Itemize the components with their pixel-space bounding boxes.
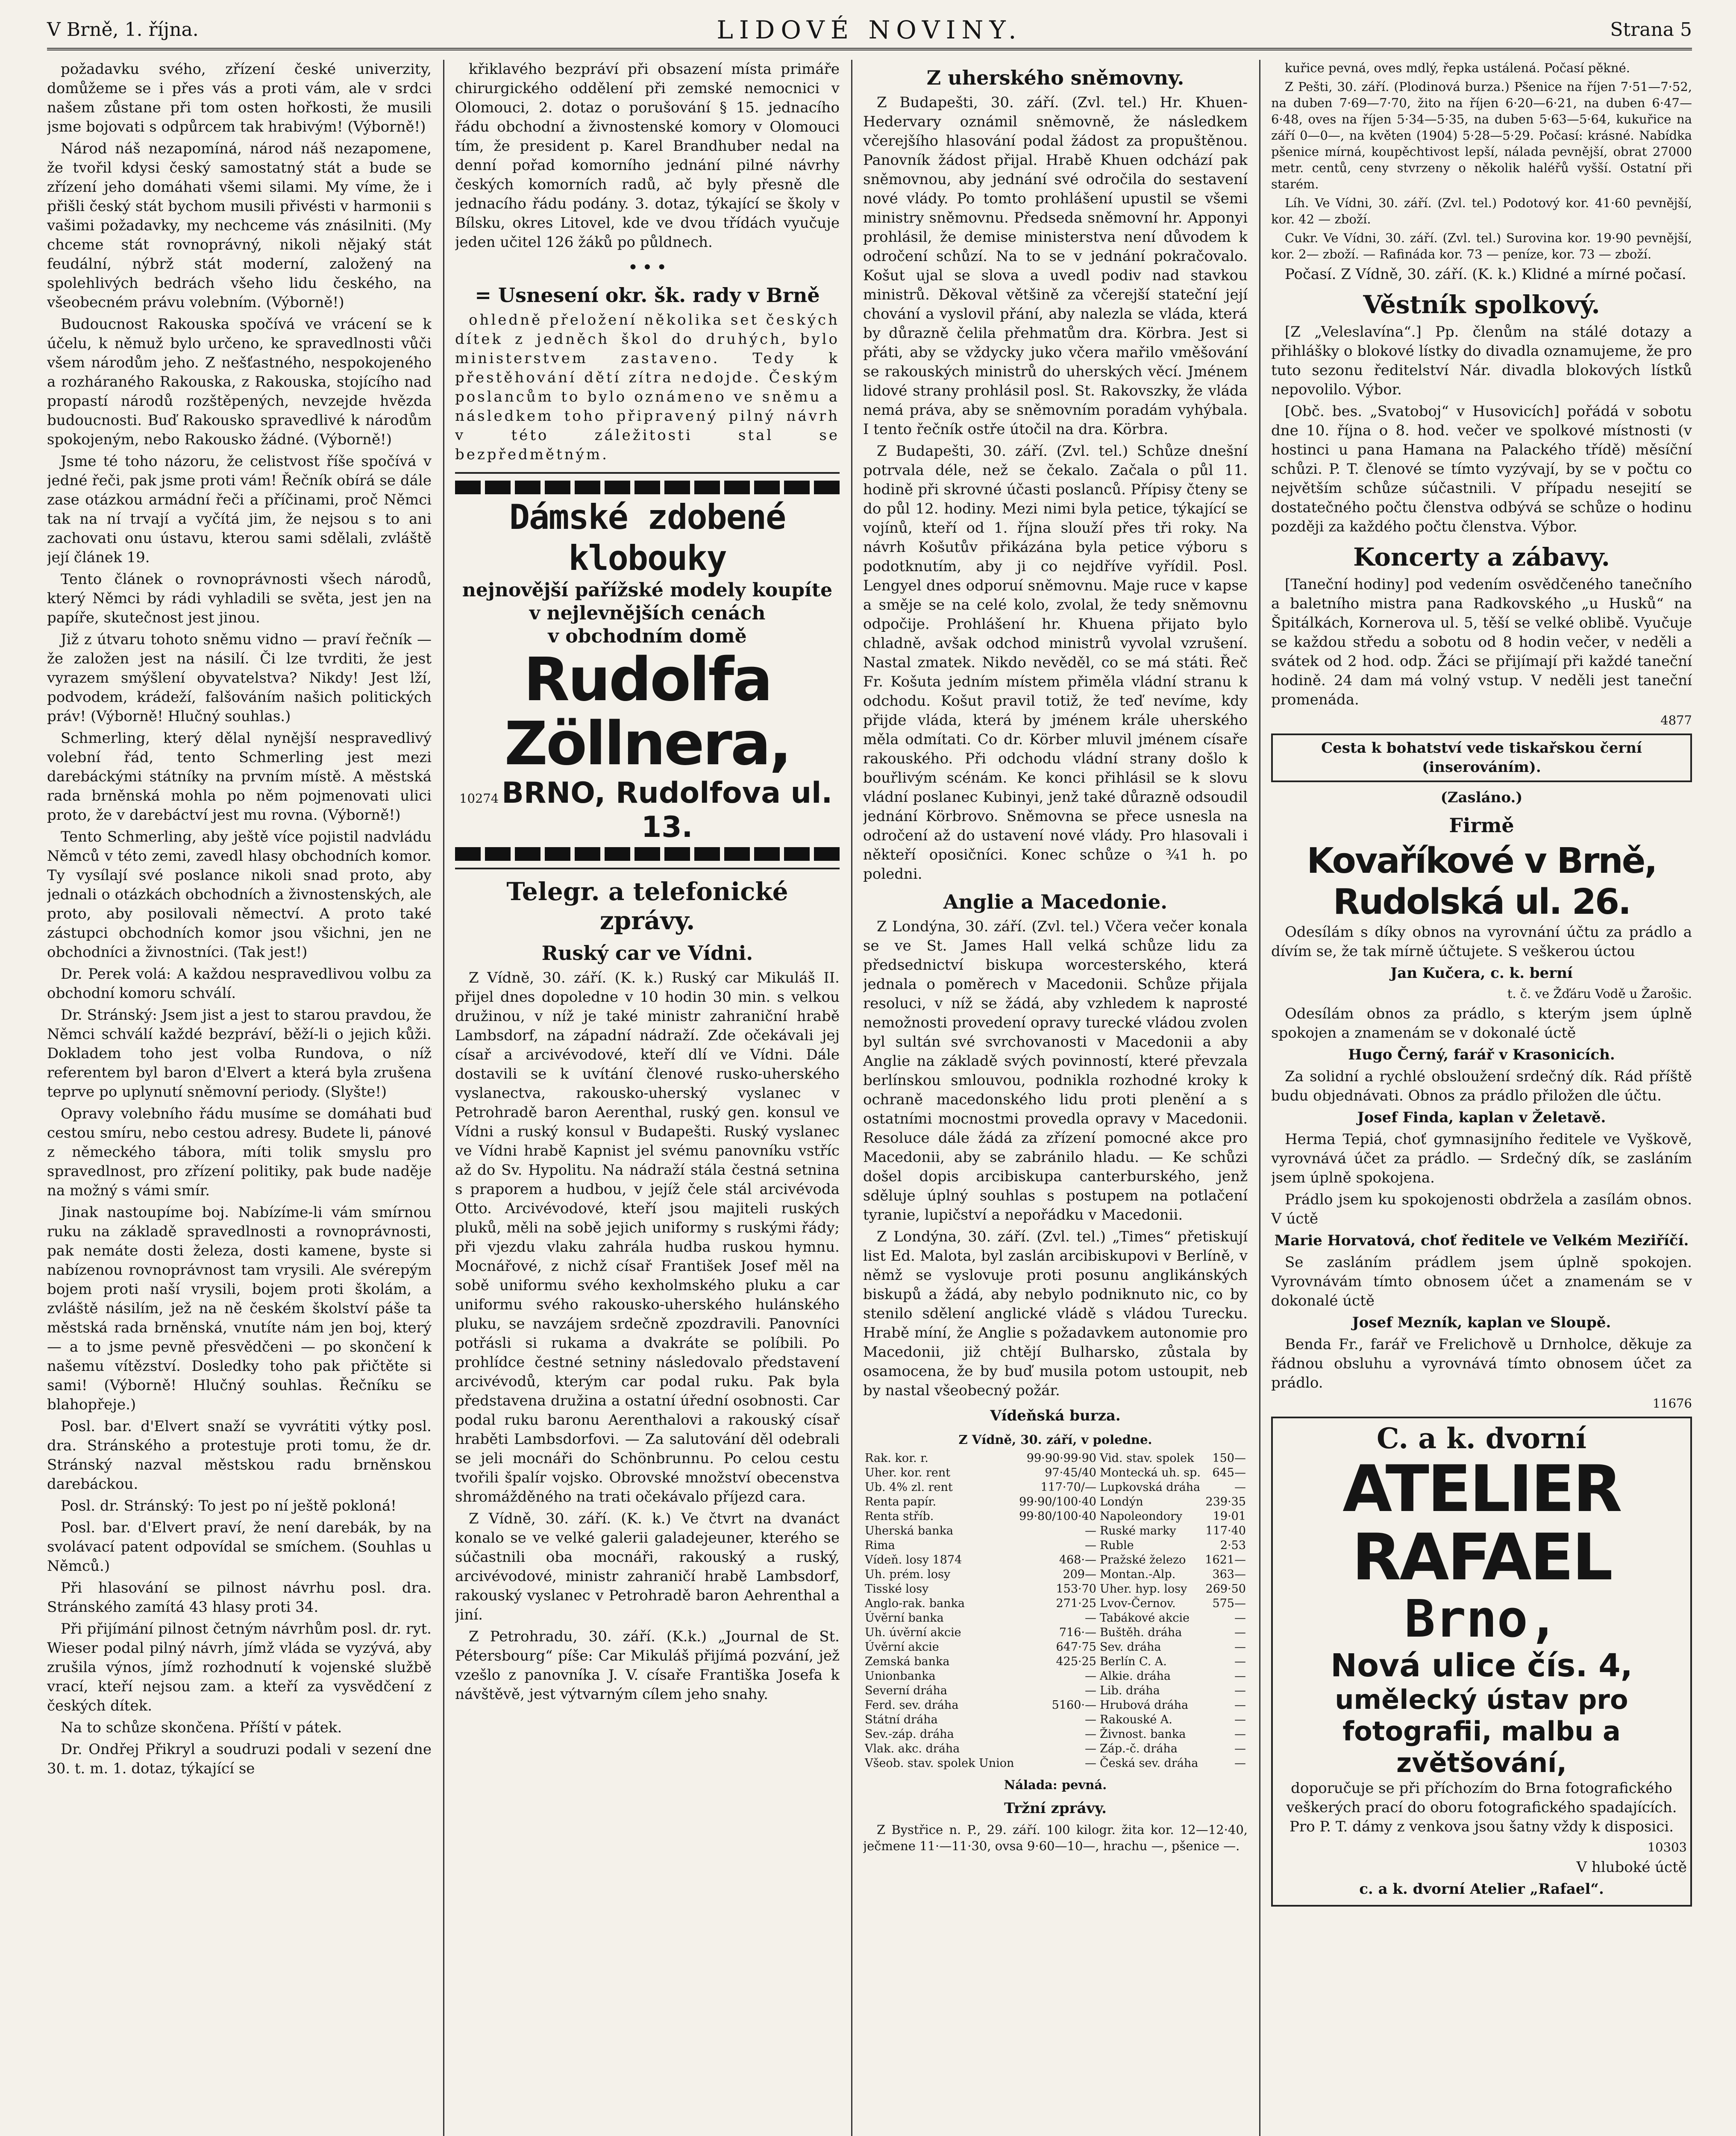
stock-value: — bbox=[1084, 1757, 1096, 1770]
stock-row bbox=[863, 1669, 1248, 1684]
stock-name: Státní dráha bbox=[865, 1713, 938, 1726]
stock-name: Záp.-č. dráha bbox=[1099, 1742, 1178, 1755]
stock-row bbox=[863, 1698, 1248, 1713]
ad-address: BRNO, Rudolfova ul. 13. bbox=[502, 776, 833, 844]
paragraph: Při přijímání pilnost četným návrhům posl. dr. ryt. Wieser podal pilný návrh, jímž vláda se vyzývá, aby zrušila výnos, jímž rozhodnutí k vojenské službě vrací, kteří nejsou zam. a kteří za vysvědčení z českých dítek. bbox=[47, 1620, 432, 1714]
stock-name: Montan.-Alp. bbox=[1099, 1568, 1176, 1581]
stock-value: — bbox=[1234, 1669, 1246, 1683]
stock-value: 647·75 bbox=[1056, 1640, 1096, 1654]
stock-value: — bbox=[1234, 1728, 1246, 1741]
stock-name: Zemská banka bbox=[865, 1655, 950, 1668]
ad-text: nejnovější pařížské modely koupíte v nejlevnějších cenách bbox=[462, 579, 833, 624]
paragraph: Při hlasování se pilnost návrhu posl. dra. Stránského zamítá 43 hlasy proti 34. bbox=[47, 1579, 432, 1616]
separator-stars: • • • bbox=[628, 259, 667, 276]
stock-name: Lvov-Černov. bbox=[1099, 1597, 1176, 1610]
ad-text: v obchodním domě bbox=[548, 625, 747, 647]
paragraph: Jsme té toho názoru, že celistvost říše spočívá v jedné řeči, pak jsme proti vám! Řečník obírá se dále zase otázkou armádní řeči a příčinami, proč Němci tak na ní trvají a vyčítá jim, že nejsou s to ani zachovati onu ústavu, kterou sami sdělali, zvláště její článek 19. bbox=[47, 453, 432, 566]
stock-value: 575— bbox=[1212, 1597, 1246, 1610]
article-heading: Z uherského sněmovny. bbox=[926, 66, 1184, 89]
stock-value: — bbox=[1234, 1611, 1246, 1625]
stock-value: 117·40 bbox=[1205, 1524, 1246, 1537]
paragraph: Z Londýna, 30. září. (Zvl. tel.) Včera večer konala se ve St. James Hall velká schůze lidu za předsednictví biskupa worcesterského, která jednala o poměrech v Macedonii. Schůze přijala resoluci, v níž se žádá, aby vzhledem k naprosté nemožnosti provedení opravy turecké vládou zvolen byl sultán své svrchovanosti v Macedonii a aby Anglie na základě svých povinností, které převzala berlínskou smlouvou, podnikla rozhodné kroky k ochraně macedonského lidu proti plenění a s ostatními mocnostmi provedla opravy v Macedonii. Resoluce dále žádá za zřízení pomocné akce pro Macedonii, aby se zabránilo hladu. — Ke schůzi došel dopis arcibiskupa canterburského, jenž sděluje úplný souhlas s postupem na potlačení tyranie, lupičství a nepořádku v Macedonii. bbox=[863, 918, 1248, 1224]
paragraph: Národ náš nezapomíná, národ náš nezapomene, že tvořil kdysi český samostatný stát a bude se zřízení jeho domáhati všemi silami. My víme, že i přišli český stát bychom musili přivésti v harmonii s vašimi požadavky, my nechceme vás znásilniti. (My chceme stát rovnoprávný, nikoli nějaký stát feudální, nýbrž stát moderní, založený na spolehlivých bedrách všeho lidu českého, na všeobecném právu volebním. (Výborně!) bbox=[47, 140, 432, 311]
stock-name: Napoleondory bbox=[1099, 1510, 1183, 1523]
stock-name: Uher. hyp. losy bbox=[1099, 1582, 1187, 1596]
stock-row bbox=[863, 1611, 1248, 1625]
page-number: Strana 5 bbox=[1610, 19, 1692, 41]
paragraph: Tento Schmerling, aby ještě více pojistil nadvládu Němců v této zemi, zavedl hlasy obchodních komor. Ty vysílají své poslance nikoli snad proto, aby jednali o otázkách obchodních a živnostenských, ale proto, aby posilovali němectví. A proto také zástupci obchodních komor jsou všichni, jen ne obchodníci a živnostníci. (Tak jest!) bbox=[47, 828, 432, 961]
paragraph: Posl. bar. d'Elvert snaží se vyvrátiti výtky posl. dra. Stránského a protestuje proti tomu, že dr. Stránský nazval městskou radu brněnskou darebáckou. bbox=[47, 1418, 432, 1493]
stock-value: — bbox=[1234, 1626, 1246, 1639]
testimonials-list bbox=[1271, 923, 1692, 1411]
column-3 bbox=[863, 60, 1248, 2136]
stock-row bbox=[863, 1451, 1248, 1466]
paragraph: Posl. bar. d'Elvert praví, že není darebák, by na svolávací patent odpovídal se smíchem. (Souhlas u Němců.) bbox=[47, 1519, 432, 1575]
ad-text: doporučuje se při příchozím do Brna fotografického veškerých prací do oboru fotografického spadajících. Pro P. T. dámy z venkova jsou šatny vždy k disposici. bbox=[1286, 1780, 1677, 1835]
column-2 bbox=[455, 60, 840, 2136]
stock-row bbox=[863, 1596, 1248, 1611]
stock-value: 363— bbox=[1212, 1568, 1246, 1581]
testimonial-text: Odesílám obnos za prádlo, s kterým jsem úplně spokojen a znamenám se v dokonalé úctě bbox=[1271, 1005, 1692, 1042]
stock-value: 269·50 bbox=[1205, 1582, 1246, 1596]
ad-number: 10303 bbox=[1647, 1840, 1687, 1854]
testimonial-text: Herma Tepiá, choť gymnasijního ředitele ve Vyškově, vyrovnává účet za prádlo. — Srdečný dík, se zasláním jsem úplně spokojena. bbox=[1271, 1131, 1692, 1186]
stock-value: — bbox=[1084, 1684, 1096, 1697]
stock-row bbox=[863, 1655, 1248, 1669]
testimonial bbox=[1271, 1130, 1692, 1188]
ad-closing: V hluboké úctě bbox=[1576, 1859, 1687, 1876]
testimonial bbox=[1271, 1190, 1692, 1250]
stock-row bbox=[863, 1742, 1248, 1756]
paragraph: [Z „Veleslavína“.] Pp. členům na stálé dotazy a přihlášky o blokové lístky do divadla oznamujeme, že pro tuto sezonu ředitelství Nár. divadla blokových lístků nepovolilo. Výbor. bbox=[1271, 323, 1692, 398]
stock-name: Úvěrní banka bbox=[865, 1611, 944, 1625]
stock-value: — bbox=[1234, 1684, 1246, 1697]
stock-name: Vídeň. losy 1874 bbox=[865, 1553, 962, 1567]
stock-name: Uh. prém. losy bbox=[865, 1568, 951, 1581]
ad-services: umělecký ústav pro fotografii, malbu a zvětšování, bbox=[1335, 1684, 1628, 1778]
ad-signature: c. a k. dvorní Atelier „Rafael“. bbox=[1359, 1881, 1604, 1898]
testimonial bbox=[1271, 1335, 1692, 1411]
newspaper-title: LIDOVÉ NOVINY. bbox=[717, 15, 1022, 44]
stock-value: 150— bbox=[1212, 1452, 1246, 1465]
column-rule bbox=[851, 60, 852, 2136]
ad-title: Dámské zdobené klobouky bbox=[509, 497, 786, 578]
ad-company: Rudolfa Zöllnera, bbox=[504, 645, 790, 779]
stock-value: — bbox=[1084, 1669, 1096, 1683]
stock-name: Londýn bbox=[1099, 1495, 1143, 1508]
paragraph: Z Vídně, 30. září. (K. k.) Ruský car Mikuláš II. přijel dnes dopoledne v 10 hodin 30 min. s velkou družinou, v níž je také ministr zahraniční hrabě Lambsdorf, na západní nádraží. Zde očekávali jej císař a arcivévodové, kteří dlí ve Vídni. Dále dostavili se k uvítání členové rusko-uherského vyslanectva, rakousko-uherský vyslanec v Petrohradě baron Aerenthal, ruský gen. konsul ve Vídni a ruský konsul v Budapešti. Ruský vyslanec ve Vídni hrabě Kapnist jel svému panovníku vstříc až do Sv. Hypolitu. Na nádraží stála čestná setnina s praporem a hudbou, v jejíž čele stál arcivévoda Otto. Arcivévodové, kteří jsou majiteli ruských pluků, měli na sobě jejich uniformy s ruskými řády; při vjezdu vlaku zahrála hudba ruskou hymnu. Mocnářové, z nichž císař František Josef měl na sobě uniformu svého kexholmského pluku a car uniformu svého rakousko-uherského hulánského pluku, se navzájem srdečně zpozdravili. Panovníci potřásli si rukama a dvakráte se políbili. Po prohlídce čestné setniny následovalo představení arcivévodů, kterým car podal ruku. Pak byla představena družina a ostatní úřední osobnosti. Car podal ruku baronu Aerenthalovi a rakouský císař hraběti Lambsdorfovi. — Za salutování děl odebrali se jeli mocnáři do Schönbrunnu. Po celou cestu tvořili špalír vojsko. Obrovské množství obecenstva shromážděného na trati očekávalo příjezd cara. bbox=[455, 969, 840, 1505]
testimonial-signature: Marie Horvatová, choť ředitele ve Velkém Meziříčí. bbox=[1274, 1232, 1689, 1249]
stock-name: Úvěrní akcie bbox=[865, 1640, 939, 1654]
paragraph: Dr. Stránský: Jsem jist a jest to starou pravdou, že Němci schválí každé bezpráví, běží-li o jejich kůži. Dokladem toho jest volba Rundova, o níž referentem byl baron d'Elvert a která byla zrušena teprve po uplynutí sněmovní periody. (Slyšte!) bbox=[47, 1006, 432, 1100]
article-heading: Vídeňská burza. bbox=[990, 1407, 1121, 1424]
stock-name: Vid. stav. spolek bbox=[1099, 1452, 1194, 1465]
stock-row bbox=[863, 1684, 1248, 1698]
stock-value: — bbox=[1084, 1728, 1096, 1741]
stock-name: Ferd. sev. dráha bbox=[865, 1699, 959, 1712]
page-header bbox=[47, 9, 1692, 50]
stock-name: Pražské železo bbox=[1099, 1553, 1186, 1567]
stock-value: 2·53 bbox=[1220, 1539, 1246, 1552]
stock-name: Berlín C. A. bbox=[1099, 1655, 1167, 1668]
stock-row bbox=[863, 1727, 1248, 1742]
paragraph: Na to schůze skončena. Příští v pátek. bbox=[61, 1719, 342, 1736]
stock-name: Ub. 4% zl. rent bbox=[865, 1481, 953, 1494]
testimonial-signature: Josef Mezník, kaplan ve Sloupě. bbox=[1352, 1314, 1611, 1331]
stock-value: — bbox=[1234, 1699, 1246, 1712]
stock-value: 5160·— bbox=[1052, 1699, 1096, 1712]
stock-value: — bbox=[1234, 1757, 1246, 1770]
paragraph: [Obč. bes. „Svatoboj“ v Husovicích] pořádá v sobotu dne 10. října o 8. hod. večer ve spolkové místnosti (v hostinci u pana Hamana na Palackého třídě) měsíční schůzi. P. T. členové se tímto vyzývají, by se v počtu co největším schůze súčastnili. V případu nesejití se dostatečného počtu členstva odbývá se schůze o hodinu později za každého počtu členstva. Výbor. bbox=[1271, 403, 1692, 535]
stock-name: Unionbanka bbox=[865, 1669, 936, 1683]
stock-name: Uherská banka bbox=[865, 1524, 954, 1537]
hat-advertisement bbox=[455, 472, 840, 869]
stock-row bbox=[863, 1582, 1248, 1596]
paragraph: Posl. dr. Stránský: To jest po ní ještě pokloná! bbox=[61, 1497, 397, 1514]
stock-name: Rak. kor. r. bbox=[865, 1452, 928, 1465]
paragraph: Z Vídně, 30. září. (K. k.) Ve čtvrt na dvanáct konalo se ve velké galerii galadejeuner, kterého se súčastnili oba mocnáři, rakouský a ruský, arcivévodové, ministr zahraničí hrabě Lambsdorf, rakouský vyslanec v Petrohradě baron Aehrenthal a jiní. bbox=[455, 1510, 840, 1623]
stock-row bbox=[863, 1553, 1248, 1567]
ad-company: ATELIER RAFAEL bbox=[1342, 1452, 1621, 1595]
ad-number: 10274 bbox=[459, 791, 499, 806]
paragraph: Dr. Ondřej Přikryl a soudruzi podali v sezení dne 30. t. m. 1. dotaz, týkající se bbox=[47, 1741, 432, 1777]
testimonial-text: Odesílám s díky obnos na vyrovnání účtu za prádlo a dívím se, že tak mírně účtujete. S veškerou úctou bbox=[1271, 924, 1692, 960]
stock-value: 19·01 bbox=[1213, 1510, 1246, 1523]
testimonial bbox=[1271, 1253, 1692, 1332]
paragraph: Z Londýna, 30. září. (Zvl. tel.) „Times“ přetiskují list Ed. Malota, byl zaslán arcibiskupovi v Berlíně, v němž se vyslovuje proti posunu anglikánských biskupů a žádá, aby nebylo podniknuto nic, co by stenilo sdělení anglické vládě s vládou Turecku. Hrabě míní, že Anglie s požadavkem autonomie pro Macedonii, již chtějí Bulharsko, zůstala by osamocena, že by buď musila potom ustoupit, neb by nastal všeobecný požár. bbox=[863, 1228, 1248, 1399]
testimonial-text: Benda Fr., farář ve Frelichově u Drnholce, děkuje za řádnou obsluhu a vyrovnává tímto obnosem účet za prádlo. bbox=[1271, 1336, 1692, 1391]
testimonial-place: t. č. ve Žďáru Vodě u Žarošic. bbox=[1507, 986, 1692, 1001]
stock-value: — bbox=[1234, 1713, 1246, 1726]
ad-address: Nová ulice čís. 4, bbox=[1331, 1647, 1633, 1684]
stock-value: 716·— bbox=[1059, 1626, 1096, 1639]
market-mood: Nálada: pevná. bbox=[1004, 1778, 1107, 1792]
stock-row bbox=[863, 1495, 1248, 1509]
stock-name: Hrubová dráha bbox=[1099, 1699, 1189, 1712]
firm-name: Kovaříkové v Brně, Rudolská ul. 26. bbox=[1307, 841, 1657, 922]
stock-row bbox=[863, 1713, 1248, 1727]
article-heading: Anglie a Macedonie. bbox=[943, 890, 1168, 913]
stock-value: — bbox=[1234, 1742, 1246, 1755]
article-heading: Tržní zprávy. bbox=[1004, 1800, 1107, 1817]
stock-value: — bbox=[1084, 1742, 1096, 1755]
section-heading: Telegr. a telefonické zprávy. bbox=[506, 877, 788, 935]
paragraph: Z Budapešti, 30. září. (Zvl. tel.) Hr. Khuen-Hedervary oznámil sněmovně, že následkem včerejšího hlasování podal žádost za propuštěnou. Panovník žádost přijal. Hrabě Khuen odchází pak sněmovnou, aby jednání své odročila do sestavení nové vlády. Po tomto prohlášení upustil se všemi ministry sněmovnu. Předseda sněmovní hr. Apponyi prohlásil, že demise ministerstva není důvodem k odročení schůzí. Na to se v jednání pokračovalo. Košut ujal se slova a uvedl podiv nad stavkou ministrů. Děkoval většině za včerejší stateční její chování a vyslovil přání, aby nalezla se vláda, která by důrazně čelila přehmatům dra. Körbra. Jest si přáti, aby se vždycky juko včera mařilo vměšování se rakouských ministrů do uherských věcí. Jménem lidové strany prohlásil posl. St. Rakovszky, že vláda nemá práva, aby se sněmovním poradám vyhýbala. I tento řečník ostře útočil na dra. Körbra. bbox=[863, 94, 1248, 438]
stock-row bbox=[863, 1538, 1248, 1553]
stock-name: Renta papír. bbox=[865, 1495, 937, 1508]
stock-name: Renta stříb. bbox=[865, 1510, 934, 1523]
article-heading: = Usnesení okr. šk. rady v Brně bbox=[475, 284, 820, 307]
paragraph: Budoucnost Rakouska spočívá ve vrácení se k účelu, k němuž bylo určeno, ke spravedlnosti vůči všem národům jeho. Z nešťastného, nespokojeného a rozháraného Rakouska, z Rakouska, stojícího nad propastí národů rozštěpených, nevzejde hvězda budoucnosti. Buď Rakousko spravedlivé k národům spokojeným, nebo Rakousko žádné. (Výborně!) bbox=[47, 316, 432, 448]
stock-value: — bbox=[1234, 1481, 1246, 1494]
paragraph: Líh. Ve Vídni, 30. září. (Zvl. tel.) Podotový kor. 41·60 pevnější, kor. 42 — zboží. bbox=[1271, 196, 1692, 226]
stock-name: Uher. kor. rent bbox=[865, 1466, 951, 1479]
insertion-slogan: Cesta k bohatství vede tiskařskou černí (inserováním). bbox=[1321, 739, 1642, 776]
stock-name: Lupkovská dráha bbox=[1099, 1481, 1201, 1494]
header-date: V Brně, 1. října. bbox=[47, 19, 199, 41]
stock-value: 117·70/— bbox=[1040, 1481, 1096, 1494]
stock-name: Rima bbox=[865, 1539, 895, 1552]
stock-value: 468·— bbox=[1059, 1553, 1096, 1567]
ad-number: 4877 bbox=[1660, 713, 1692, 728]
testimonial-signature: Josef Finda, kaplan v Želetavě. bbox=[1357, 1109, 1606, 1126]
stock-name: Živnost. banka bbox=[1099, 1728, 1186, 1741]
stock-name: Montecká uh. sp. bbox=[1099, 1466, 1201, 1479]
paragraph: Cukr. Ve Vídni, 30. září. (Zvl. tel.) Surovina kor. 19·90 pevnější, kor. 2— zboží. — Rafináda kor. 73 — peníze, kor. 73 — zboží. bbox=[1271, 231, 1692, 261]
stock-name: Alkie. dráha bbox=[1099, 1669, 1171, 1683]
stock-name: Sev. dráha bbox=[1099, 1640, 1161, 1654]
paragraph: kuřice pevná, oves mdlý, řepka ustálená. Počasí pěkné. bbox=[1285, 61, 1630, 75]
stock-row bbox=[863, 1640, 1248, 1655]
ad-city: Brno, bbox=[1404, 1590, 1559, 1649]
ad-title: C. a k. dvorní bbox=[1376, 1422, 1587, 1455]
paragraph: Z Budapešti, 30. září. (Zvl. tel.) Schůze dnešní potrvala déle, než se čekalo. Začala o půl 11. hodině při skrovné účasti poslanců. Přípisy čteny se do půl 12. hodiny. Mezi nimi byla petice, týkající se vojínů, kteří od 1. října slouží přes tři roky. Na návrh Košutův přikázána byla petice výboru s podotknutím, aby ji co nejdříve vyřídil. Posl. Lengyel dnes odporuí sněmovnu. Maje ruce v kapse a směje se na celé kolo, zvolal, že tedy sněmovnu odpočije. Prohlášení hr. Khuena přijato bylo chladně, avšak odchod ministrů vyvolal vzrušení. Nastal zmatek. Nikdo nevěděl, co se má státi. Řeč Fr. Košuta jedním místem přiměla vládní stranu k odchodu. Košut pravil totiž, že teď nevíme, kdy přijde vláda, která by jménem krále uherského měla odmítati. Co dr. Körber mluvil jménem císaře rakouského. Při odchodu vládní strany došlo k bouřlivým scénám. Ke konci přihlásil se k slovu vládní poslanec Kubinyi, jenž také důrazně odsoudil jednání Körbrovo. Sněmovna se přece usnesla na odročení až do ustavení nové vlády. Pro hlasovali i někteří oposičníci. Konec schůze o ¾1 h. po poledni. bbox=[863, 443, 1248, 883]
stock-row bbox=[863, 1625, 1248, 1640]
paragraph: Schmerling, který dělal nynější nespravedlivý volební řád, tento Schmerling jest mezi darebáckými státníky na prvním místě. A městská rada brněnská mohla po něm pojmenovati ulici proto, že v darebáctví jest mu rovna. (Výborně!) bbox=[47, 730, 432, 824]
stock-name: Rakouské A. bbox=[1099, 1713, 1172, 1726]
stock-value: 1621— bbox=[1205, 1553, 1246, 1567]
article-heading: Ruský car ve Vídni. bbox=[541, 942, 753, 965]
stock-table bbox=[863, 1451, 1248, 1771]
stock-row bbox=[863, 1524, 1248, 1538]
atelier-advertisement bbox=[1271, 1417, 1692, 1907]
paragraph: Z Bystřice n. P., 29. září. 100 kilogr. žita kor. 12—12·40, ječmene 11·—11·30, ovsa 9·60—10—, hrachu —, pšenice —. bbox=[863, 1822, 1248, 1853]
firm-label: Firmě bbox=[1449, 814, 1514, 837]
testimonial bbox=[1271, 923, 1692, 1002]
column-4 bbox=[1271, 60, 1692, 2136]
insertion-box bbox=[1271, 734, 1692, 782]
paragraph: křiklavého bezpráví při obsazení místa primáře chirurgického oddělení při zemské nemocnici v Olomouci, 2. dotaz o porušování § 15. jednacího řádu obchodní a živnostenské komory v Olomouci tím, že president p. Karel Brandhuber nedal na denní pořad komorního jednání pilné návrhy českých komorních radů, ač byly přesně dle jednacího řádu podány. 3. dotaz, týkající se školy v Bílsku, okres Litovel, kde ve dvou třídách vyučuje jeden učitel 126 žáků po půldnech. bbox=[455, 61, 840, 251]
testimonial-signature: Hugo Černý, farář v Krasonicích. bbox=[1348, 1046, 1615, 1063]
stock-name: Severní dráha bbox=[865, 1684, 947, 1697]
section-heading: Koncerty a zábavy. bbox=[1353, 543, 1610, 572]
stock-row bbox=[863, 1480, 1248, 1495]
stock-name: Česká sev. dráha bbox=[1099, 1757, 1198, 1770]
stock-row bbox=[863, 1509, 1248, 1524]
testimonial-signature: Jan Kučera, c. k. berní bbox=[1390, 965, 1573, 982]
stock-name: Vlak. akc. dráha bbox=[865, 1742, 960, 1755]
stock-value: 99·90/100·40 bbox=[1019, 1495, 1096, 1508]
ad-border-ornament bbox=[455, 847, 840, 861]
column-rule bbox=[443, 60, 444, 2136]
stock-value: — bbox=[1084, 1713, 1096, 1726]
column-rule bbox=[1259, 60, 1260, 2136]
weather: Počasí. Z Vídně, 30. září. (K. k.) Klidné a mírné počasí. bbox=[1285, 266, 1686, 283]
dateline: Z Vídně, 30. září, v poledne. bbox=[958, 1432, 1152, 1447]
stock-name: Ruble bbox=[1099, 1539, 1134, 1552]
stock-row bbox=[863, 1567, 1248, 1582]
testimonial-text: Se zasláním prádlem jsem úplně spokojen. Vyrovnávám tímto obnosem účet a znamenám se v dokonalé úctě bbox=[1271, 1254, 1692, 1309]
zaslano-label: (Zasláno.) bbox=[1440, 789, 1523, 806]
stock-value: 99·90·99·90 bbox=[1026, 1452, 1096, 1465]
paragraph: Z Petrohradu, 30. září. (K.k.) „Journal de St. Pétersbourg“ píše: Car Mikuláš přijímá pozvání, jež vzešlo z panovníka J. V. císaře Františka Josefa k návštěvě, jest výtvarným cílem jeho snahy. bbox=[455, 1628, 840, 1703]
stock-value: — bbox=[1234, 1655, 1246, 1668]
paragraph: Tento článek o rovnoprávnosti všech národů, který Němci by rádi vyhladili se světa, jest jen na papíře, skutečnost jest jinou. bbox=[47, 571, 432, 626]
stock-value: 153·70 bbox=[1056, 1582, 1096, 1596]
testimonial-place: 11676 bbox=[1652, 1396, 1692, 1411]
stock-value: 97·45/40 bbox=[1045, 1466, 1096, 1479]
stock-name: Tisské losy bbox=[865, 1582, 929, 1596]
testimonial-text: Prádlo jsem ku spokojenosti obdržela a zasílám obnos. V úctě bbox=[1271, 1191, 1692, 1227]
column-1 bbox=[47, 60, 432, 2136]
paragraph: Jinak nastoupíme boj. Nabízíme-li vám smírnou ruku na základě spravedlnosti a rovnoprávnosti, pak nemáte dosti železa, dosti kamene, byste si nabízenou rovnoprávnost tam vrysili. Ale svérepým bojem proti naší vrysili, bojem proti školám, a zvláště násilím, jež na ně českém školství páše ta městská rada brněnská, vnutíte nám jen boj, který — a to jsme pevně přesvědčeni — po skončení k našemu vítězství. Dosledky toho pak přičtěte si sami! (Výborně! Hlučný souhlas. Řečníku se blahopřeje.) bbox=[47, 1204, 432, 1413]
paragraph: [Taneční hodiny] pod vedením osvědčeného tanečního a baletního mistra pana Radkovského „u Husků“ na Špitálkách, Kornerova ul. 5, těší se velké oblibě. Vyučuje se každou středu a sobotu od 8 hodin večer, v neděli a svátek od 2 hod. odp. Žáci se přijímají při každé taneční hodině. 24 dam má volný vstup. V neděli jest taneční promenáda. bbox=[1271, 576, 1692, 708]
stock-name: Anglo-rak. banka bbox=[865, 1597, 965, 1610]
stock-row bbox=[863, 1756, 1248, 1771]
stock-value: — bbox=[1084, 1611, 1096, 1625]
stock-value: — bbox=[1234, 1640, 1246, 1654]
paragraph: požadavku svého, zřízení české univerzity, domůžeme se i přes vás a proti vám, ale v srdci našem zůstane při tom osten hořkosti, že musili jsme bojovati s odpůrcem tak hrabivým! (Výborně!) bbox=[47, 61, 432, 135]
paragraph: ohledně přeložení několika set českých dítek z jedněch škol do druhých, bylo ministerstvem zastaveno. Tedy k přestěhování dětí zítra nedojde. Českým poslancům to bylo oznámeno ve sněmu a následkem toho připravený pilný návrh v této záležitosti stal se bezpředmětným. bbox=[455, 311, 840, 463]
stock-name: Tabákové akcie bbox=[1099, 1611, 1190, 1625]
stock-value: 99·80/100·40 bbox=[1019, 1510, 1096, 1523]
stock-row bbox=[863, 1466, 1248, 1480]
stock-name: Ruské marky bbox=[1099, 1524, 1176, 1537]
paragraph: Z Pešti, 30. září. (Plodinová burza.) Pšenice na říjen 7·51—7·52, na duben 7·69—7·70, žito na říjen 6·20—6·21, na duben 6·47—6·48, oves na říjen 5·34—5·35, na duben 5·63—5·64, kukuřice na září 0—0—, na květen (1904) 5·28—5·29. Počasí: krásné. Nabídka pšenice mírná, koupěchtivost lepší, nálada pevnější, obrat 27000 metr. centů, ceny stvrzeny o několik haléřů vyšší. Ostatní při starém. bbox=[1271, 79, 1692, 191]
testimonial-text: Za solidní a rychlé obsloužení srdečný dík. Rád příště budu objednávati. Obnos za prádlo přiložen dle účtu. bbox=[1271, 1068, 1692, 1104]
stock-value: 425·25 bbox=[1056, 1655, 1096, 1668]
stock-value: 239·35 bbox=[1205, 1495, 1246, 1508]
stock-value: — bbox=[1084, 1524, 1096, 1537]
section-heading: Věstník spolkový. bbox=[1363, 290, 1600, 319]
stock-name: Buštěh. dráha bbox=[1099, 1626, 1182, 1639]
stock-name: Uh. úvěrní akcie bbox=[865, 1626, 961, 1639]
stock-name: Sev.-záp. dráha bbox=[865, 1728, 954, 1741]
testimonial bbox=[1271, 1067, 1692, 1127]
stock-value: 209— bbox=[1063, 1568, 1096, 1581]
ad-border-ornament bbox=[455, 481, 840, 494]
stock-name: Všeob. stav. spolek Union bbox=[865, 1757, 1014, 1770]
testimonial bbox=[1271, 1004, 1692, 1065]
stock-value: 271·25 bbox=[1056, 1597, 1096, 1610]
paragraph: Již z útvaru tohoto sněmu vidno — praví řečník — že založen jest na násilí. Či lze tvrditi, že jest vyrazem smýšlení obyvatelstva? Nikdy! Jest lží, podvodem, krádeží, falšováním našich politických práv! (Výborně! Hlučný souhlas.) bbox=[47, 631, 432, 725]
stock-value: 645— bbox=[1212, 1466, 1246, 1479]
stock-value: — bbox=[1084, 1539, 1096, 1552]
paragraph: Opravy volebního řádu musíme se domáhati buď cestou smíru, nebo cestou adresy. Budete li, pánové z německého tábora, míti tolik smyslu pro spravedlnost, pro zřízení politiky, pak bude naděje na možný s vámi smír. bbox=[47, 1105, 432, 1199]
stock-name: Lib. dráha bbox=[1099, 1684, 1160, 1697]
paragraph: Dr. Perek volá: A každou nespravedlivou volbu za obchodní komoru schválí. bbox=[47, 965, 432, 1002]
